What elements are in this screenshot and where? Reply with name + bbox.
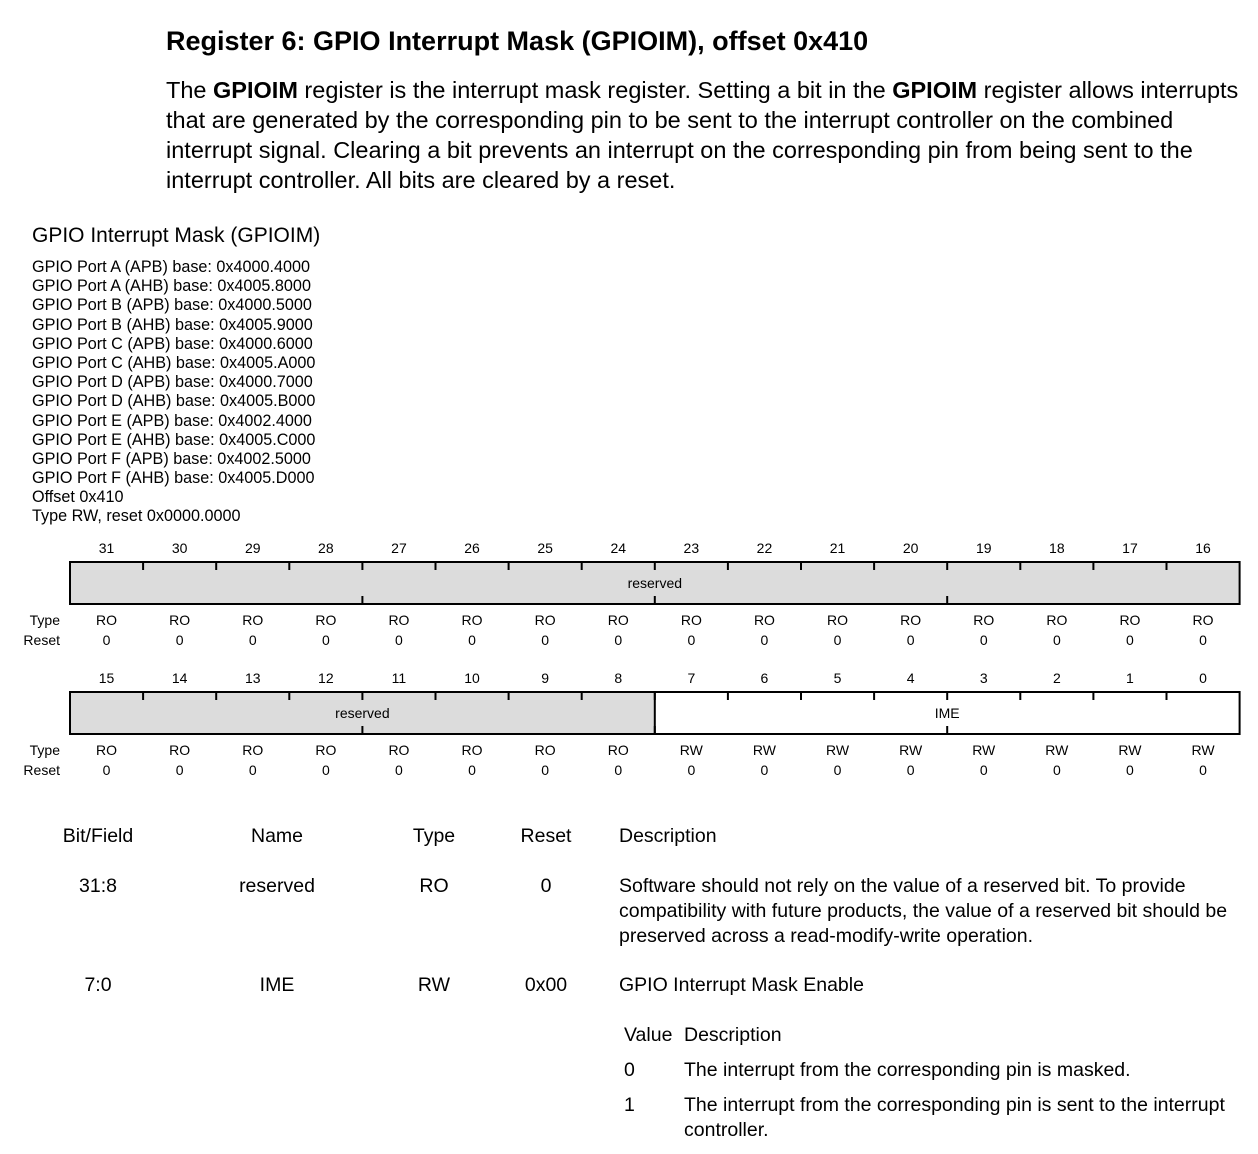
bit-reset: 0 [833,762,842,778]
base-line: GPIO Port C (AHB) base: 0x4005.A000 [32,353,316,372]
diagram-title: GPIO Interrupt Mask (GPIOIM) [32,224,321,247]
field-description: Software should not rely on the value of a reserved bit. To provide compatibility with future products, the value of a reserved bit should be preserved across a read-modify-write operation. [619,875,1228,947]
value-code: 1 [624,1094,635,1116]
type-row-label: Type [29,742,60,758]
field-bits: 7:0 [84,974,112,996]
bit-reset: 0 [248,762,257,778]
bit-type: RW [1118,742,1142,758]
bit-number: 27 [391,540,407,556]
bit-type: RW [972,742,996,758]
bit-type: RO [315,612,337,628]
bit-reset: 0 [906,632,915,648]
base-line: GPIO Port E (APB) base: 0x4002.4000 [32,411,312,430]
bit-number: 12 [318,670,334,686]
bit-reset: 0 [175,762,184,778]
bit-reset: 0 [1199,762,1207,778]
bit-number: 26 [464,540,480,556]
intro-register-name-2: GPIOIM [892,77,978,103]
field-bits: 31:8 [79,875,117,897]
header-description: Description [619,825,717,847]
value-description-header: Description [684,1024,782,1046]
bit-reset: 0 [395,632,403,648]
bit-number: 5 [833,670,842,686]
header-reset: Reset [520,825,572,847]
bit-reset: 0 [614,632,623,648]
bit-reset: 0 [760,632,769,648]
bit-type: RW [826,742,850,758]
value-meaning: The interrupt from the corresponding pin is sent to the interrupt controller. [684,1094,1225,1141]
bit-reset: 0 [1052,762,1061,778]
bit-number: 1 [1126,670,1134,686]
bit-number: 30 [171,540,188,556]
bit-number: 11 [391,670,407,686]
bit-type: RO [753,612,775,628]
bit-number: 25 [537,540,553,556]
bit-type: RO [900,612,922,628]
bit-type: RW [1045,742,1069,758]
value-code: 0 [624,1059,635,1081]
base-line: GPIO Port F (AHB) base: 0x4005.D000 [32,469,315,488]
bit-number: 9 [541,670,550,686]
bit-type: RO [96,742,118,758]
bit-number: 19 [975,540,992,556]
field-label: IME [934,705,960,721]
reset-row-label: Reset [23,762,60,778]
bit-type: RW [752,742,776,758]
bit-type: RO [169,742,191,758]
field-descriptions [0,820,1258,1154]
register-description [166,75,1251,195]
field-name: IME [259,974,295,996]
header-name: Name [250,825,304,847]
bit-number: 20 [902,540,919,556]
register-title: Register 6: GPIO Interrupt Mask (GPIOIM), offset 0x410 [166,26,869,56]
bit-type: RW [1191,742,1215,758]
value-header: Value [624,1024,673,1046]
bit-number: 7 [687,670,696,686]
bit-reset: 0 [1126,762,1134,778]
bit-reset: 0 [979,762,988,778]
bit-type: RO [1046,612,1068,628]
bit-number: 17 [1122,540,1138,556]
bit-type: RO [680,612,702,628]
bit-reset: 0 [906,762,915,778]
bit-reset: 0 [321,632,330,648]
field-label: reserved [335,705,390,721]
bit-number: 3 [979,670,988,686]
intro-text-2: register is the interrupt mask register. Setting a bit in the [297,77,893,103]
intro-register-name-1: GPIOIM [213,77,298,103]
reset-row-label: Reset [23,632,60,648]
base-line: GPIO Port A (AHB) base: 0x4005.8000 [32,277,311,296]
bit-reset: 0 [175,632,184,648]
bit-number: 28 [318,540,334,556]
bit-type: RW [679,742,703,758]
bit-type: RO [461,612,483,628]
bit-reset: 0 [102,632,111,648]
bit-reset: 0 [541,762,550,778]
base-line: GPIO Port C (APB) base: 0x4000.6000 [32,334,313,353]
bit-reset: 0 [687,762,696,778]
bit-number: 23 [683,540,700,556]
bit-reset: 0 [102,762,111,778]
header-type: Type [412,825,456,847]
base-line: GPIO Port D (APB) base: 0x4000.7000 [32,373,313,392]
bit-number: 31 [98,540,115,556]
base-line: GPIO Port B (APB) base: 0x4000.5000 [32,296,312,315]
header-bitfield: Bit/Field [62,825,134,847]
bit-type: RO [315,742,337,758]
intro-text-1: The [166,77,214,103]
base-line: GPIO Port A (APB) base: 0x4000.4000 [32,258,311,276]
bit-reset: 0 [468,762,476,778]
bit-reset: 0 [979,632,988,648]
bit-number: 8 [614,670,623,686]
bit-reset: 0 [687,632,696,648]
bit-type: RO [461,742,483,758]
bit-type: RO [973,612,995,628]
base-line: GPIO Port B (AHB) base: 0x4005.9000 [32,315,313,334]
bit-number: 15 [98,670,115,686]
bit-number: 18 [1049,540,1065,556]
bit-type: RO [827,612,849,628]
bit-type: RO [1192,612,1214,628]
base-line: GPIO Port E (AHB) base: 0x4005.C000 [32,430,316,449]
bit-type: RO [388,612,410,628]
bit-reset: 0 [248,632,257,648]
field-type: RO [419,875,449,897]
value-meaning: The interrupt from the corresponding pin is masked. [684,1059,1131,1081]
bit-number: 10 [464,670,480,686]
bit-reset: 0 [614,762,623,778]
bit-reset: 0 [760,762,769,778]
bit-number: 2 [1052,670,1061,686]
field-type: RW [417,974,451,996]
bit-type: RO [607,742,629,758]
bit-number: 14 [171,670,188,686]
field-description: GPIO Interrupt Mask Enable [619,974,864,996]
register-bit-diagram [0,530,1258,780]
bit-type: RO [242,612,264,628]
field-name: reserved [239,875,315,897]
bit-type: RO [388,742,410,758]
bit-number: 0 [1199,670,1207,686]
type-row-label: Type [29,612,60,628]
field-label: reserved [627,575,683,591]
bit-type: RO [169,612,191,628]
bit-number: 13 [244,670,261,686]
bit-type: RO [607,612,629,628]
bit-reset: 0 [833,632,842,648]
bit-type: RW [899,742,923,758]
bit-type: RO [534,612,556,628]
bit-type: RO [534,742,556,758]
bit-number: 21 [829,540,846,556]
bit-reset: 0 [1052,632,1061,648]
bit-number: 24 [610,540,627,556]
bit-reset: 0 [468,632,476,648]
bit-number: 29 [244,540,261,556]
offset-line: Offset 0x410 [32,488,124,507]
bit-reset: 0 [395,762,403,778]
bit-number: 16 [1195,540,1211,556]
type-reset-line: Type RW, reset 0x0000.0000 [32,507,241,526]
base-line: GPIO Port D (AHB) base: 0x4005.B000 [32,392,316,411]
bit-reset: 0 [321,762,330,778]
bit-reset: 0 [1199,632,1207,648]
bit-reset: 0 [1126,632,1134,648]
bit-number: 4 [906,670,915,686]
base-address-list [32,258,315,527]
field-reset: 0 [540,875,552,897]
bit-type: RO [242,742,264,758]
bit-type: RO [96,612,118,628]
base-line: GPIO Port F (APB) base: 0x4002.5000 [32,449,311,468]
bit-type: RO [1119,612,1141,628]
intro-text-3: register allows interrupts that are generated by the corresponding pin to be sent to the interrupt controller on the combined interrupt signal. Clearing a bit prevents an interrupt on the corresponding pin from being sent to the interrupt controller. All bits are cleared by a reset. [166,77,1239,193]
field-reset: 0x00 [524,974,568,996]
bit-number: 22 [756,540,773,556]
bit-reset: 0 [541,632,550,648]
bit-number: 6 [760,670,769,686]
